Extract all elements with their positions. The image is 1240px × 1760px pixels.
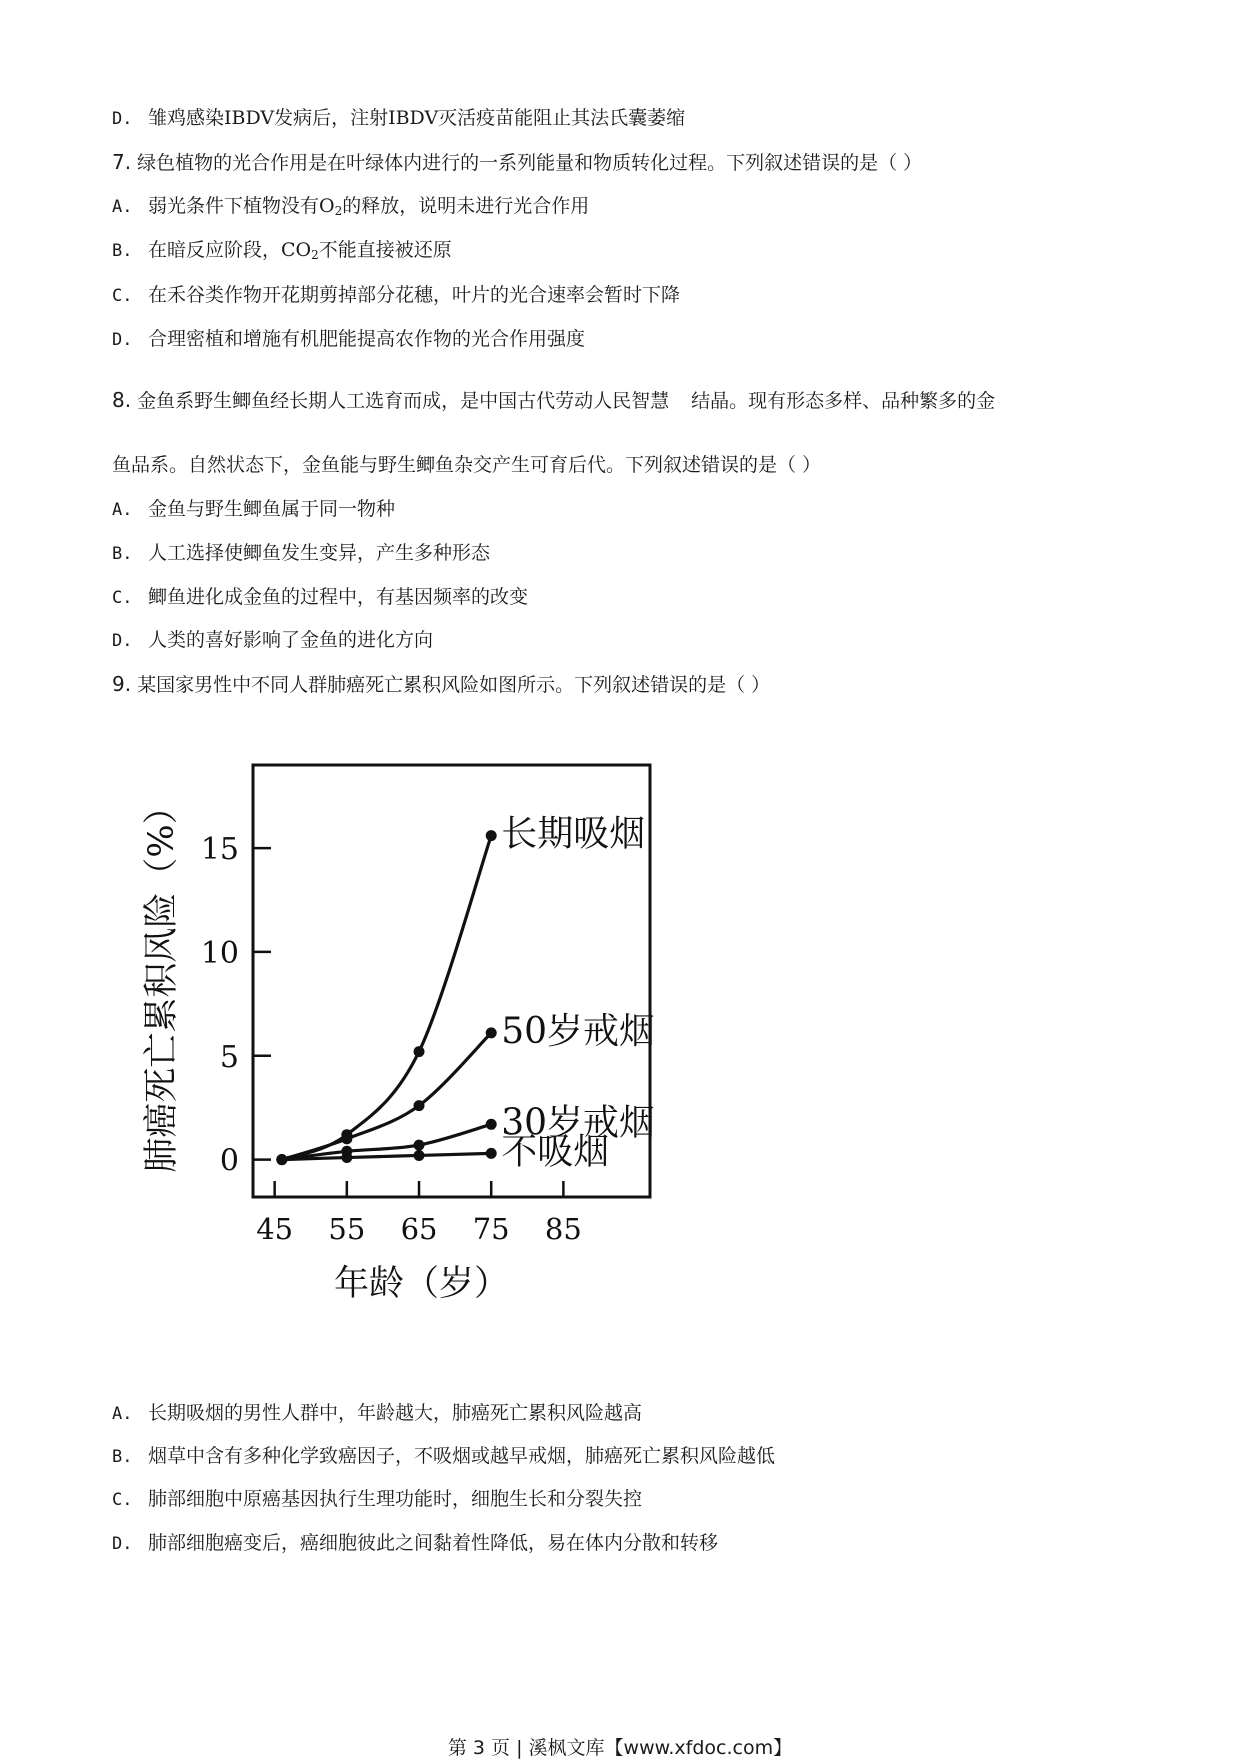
question-number: 7. [112,150,132,174]
data-point [341,1152,352,1163]
y-tick-label: 0 [219,1143,239,1179]
page-footer: 第 3 页 | 溪枫文库【www.xfdoc.com】 [447,1737,793,1759]
y-tick-label: 15 [200,832,239,868]
option-letter: D. [112,631,133,651]
option-text: 肺部细胞中原癌基因执行生理功能时，细胞生长和分裂失控 [148,1488,643,1510]
question-text: 金鱼系野生鲫鱼经长期人工选育而成，是中国古代劳动人民智慧 [137,390,670,412]
data-point [486,1027,497,1038]
q7-option-b [112,238,452,267]
y-tick-label: 5 [219,1039,239,1075]
q7-option-a [112,194,589,223]
q8-option-d [112,628,433,653]
q7-stem [112,150,922,175]
option-letter: C. [112,588,133,608]
option-text: 弱光条件下植物没有O [148,195,335,217]
series-label: 30岁戒烟 [501,1102,656,1144]
option-text: 肺部细胞癌变后，癌细胞彼此之间黏着性降低，易在体内分散和转移 [148,1532,719,1554]
q8-option-b [112,541,490,566]
option-text: 在暗反应阶段，CO [148,239,312,261]
q6-option-d [112,106,685,131]
series-label: 50岁戒烟 [501,1010,656,1052]
q8-stem-line-2 [112,453,821,477]
option-letter: C. [112,1490,133,1510]
x-tick-label: 45 [256,1212,294,1246]
option-text: 在禾谷类作物开花期剪掉部分花穗，叶片的光合速率会暂时下降 [148,284,681,306]
lung-cancer-risk-chart [140,740,700,1300]
option-letter: D. [112,330,133,350]
q7-option-c [112,283,680,308]
option-letter: D. [112,109,133,129]
data-point [486,1148,497,1159]
y-tick-label: 10 [200,935,239,971]
option-text: 金鱼与野生鲫鱼属于同一物种 [148,498,396,520]
data-point [276,1154,287,1165]
x-tick-label: 85 [544,1212,582,1246]
question-text: 结晶。现有形态多样、品种繁多的金 [691,390,996,412]
option-text: 人类的喜好影响了金鱼的进化方向 [148,629,434,651]
data-point [486,830,497,841]
option-text: 鲫鱼进化成金鱼的过程中，有基因频率的改变 [148,586,529,608]
subscript: 2 [311,248,319,262]
option-letter: D. [112,1534,133,1554]
option-text: 人工选择使鲫鱼发生变异，产生多种形态 [148,542,491,564]
option-letter: B. [112,544,133,564]
q9-stem [112,672,770,697]
q9-option-b [112,1444,775,1469]
option-text: 雏鸡感染IBDV发病后，注射IBDV灭活疫苗能阻止其法氏囊萎缩 [148,107,686,129]
question-text: 鱼品系。自然状态下，金鱼能与野生鲫鱼杂交产生可育后代。下列叙述错误的是（ ） [112,454,822,476]
x-tick-label: 55 [328,1212,366,1246]
subscript: 2 [334,204,343,218]
question-number: 9. [112,672,132,696]
x-tick-label: 75 [472,1212,510,1246]
data-point [341,1133,352,1144]
q9-option-a [112,1401,642,1426]
option-letter: A. [112,197,133,217]
option-text: 不能直接被还原 [318,239,452,261]
y-axis-label: 肺癌死亡累积风险（%） [142,789,182,1173]
data-point [414,1140,425,1151]
question-text: 某国家男性中不同人群肺癌死亡累积风险如图所示。下列叙述错误的是（ ） [137,674,771,696]
option-letter: B. [112,241,133,261]
option-letter: A. [112,1404,133,1424]
option-text: 长期吸烟的男性人群中，年龄越大，肺癌死亡累积风险越高 [148,1402,643,1424]
data-point [414,1046,425,1057]
data-point [486,1119,497,1130]
option-letter: B. [112,1447,133,1467]
q9-option-d [112,1531,718,1556]
option-letter: A. [112,500,133,520]
option-text: 合理密植和增施有机肥能提高农作物的光合作用强度 [148,328,586,350]
q7-option-d [112,327,585,352]
q8-option-c [112,585,528,610]
q8-option-a [112,497,395,522]
question-number: 8. [112,388,132,412]
x-tick-label: 65 [400,1212,438,1246]
q8-stem-line-1 [112,388,995,413]
x-axis-label: 年龄（岁） [333,1264,510,1300]
data-point [414,1100,425,1111]
option-text: 的释放，说明未进行光合作用 [342,195,590,217]
option-text: 烟草中含有多种化学致癌因子，不吸烟或越早戒烟，肺癌死亡累积风险越低 [148,1445,776,1467]
option-letter: C. [112,286,133,306]
question-text: 绿色植物的光合作用是在叶绿体内进行的一系列能量和物质转化过程。下列叙述错误的是（ ） [137,152,923,174]
series-label: 长期吸烟 [501,813,646,855]
series-label: 不吸烟 [501,1131,610,1173]
q9-option-c [112,1487,642,1512]
data-point [414,1150,425,1161]
series-line [282,836,491,1160]
series-line [282,1033,491,1160]
